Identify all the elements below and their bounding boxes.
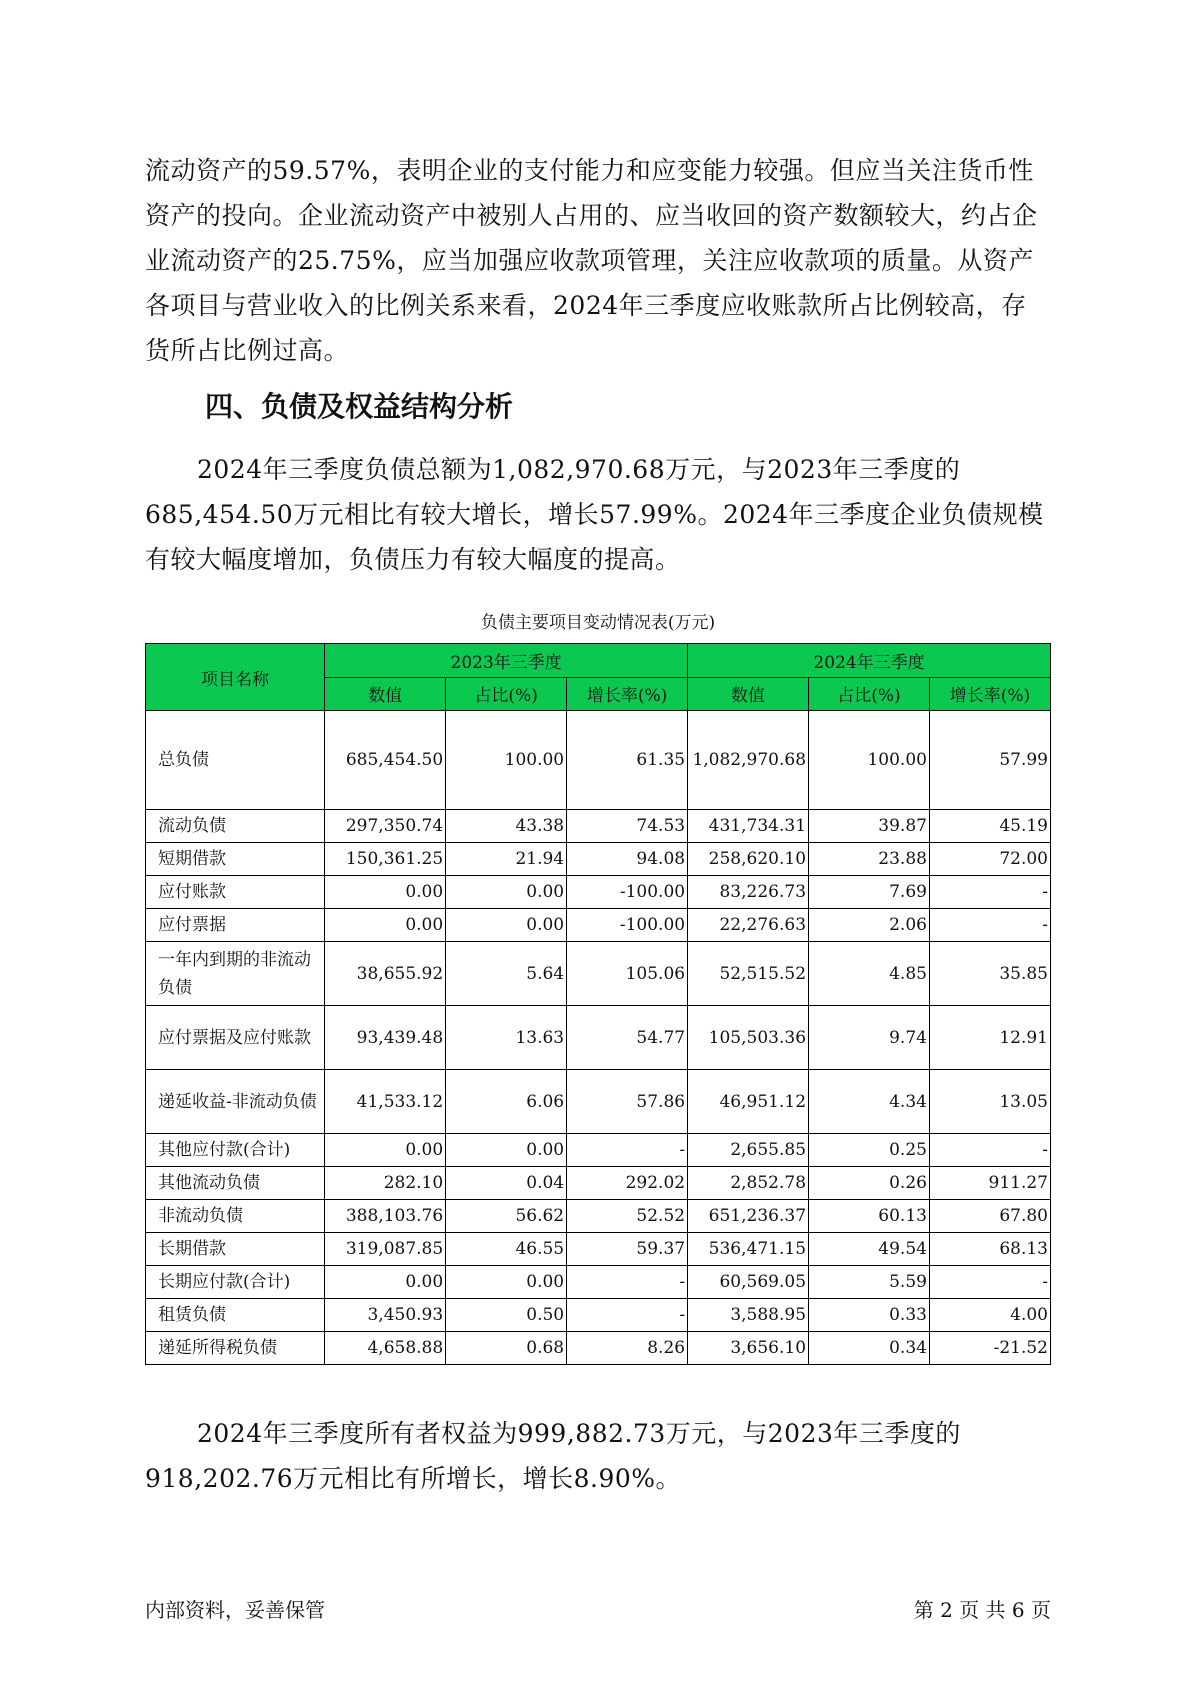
- cell-value: 93,439.48: [325, 1006, 446, 1070]
- cell-value: -100.00: [567, 876, 688, 909]
- header-item-name: 项目名称: [146, 644, 325, 711]
- table-row: [146, 1070, 1051, 1134]
- row-label: 一年内到期的非流动负债: [146, 942, 325, 1006]
- cell-value: 54.77: [567, 1006, 688, 1070]
- cell-value: 1,082,970.68: [688, 711, 809, 810]
- table-row: [146, 1332, 1051, 1365]
- cell-value: 0.00: [325, 1134, 446, 1167]
- row-label: 应付票据及应付账款: [146, 1006, 325, 1070]
- cell-value: 21.94: [446, 843, 567, 876]
- cell-value: 23.88: [809, 843, 930, 876]
- table-row: [146, 876, 1051, 909]
- footer-confidential-note: 内部资料，妥善保管: [145, 1598, 325, 1622]
- cell-value: 3,588.95: [688, 1299, 809, 1332]
- cell-value: 12.91: [929, 1006, 1050, 1070]
- cell-value: 0.34: [809, 1332, 930, 1365]
- table-row: [146, 843, 1051, 876]
- cell-value: 45.19: [929, 810, 1050, 843]
- cell-value: 52.52: [567, 1200, 688, 1233]
- row-label: 非流动负债: [146, 1200, 325, 1233]
- row-label: 总负债: [146, 711, 325, 810]
- cell-value: 46,951.12: [688, 1070, 809, 1134]
- cell-value: 6.06: [446, 1070, 567, 1134]
- cell-value: 0.26: [809, 1167, 930, 1200]
- cell-value: -: [567, 1266, 688, 1299]
- cell-value: -100.00: [567, 909, 688, 942]
- cell-value: 94.08: [567, 843, 688, 876]
- table-row: [146, 942, 1051, 1006]
- cell-value: -: [929, 1266, 1050, 1299]
- cell-value: 59.37: [567, 1233, 688, 1266]
- cell-value: 41,533.12: [325, 1070, 446, 1134]
- cell-value: 0.00: [446, 909, 567, 942]
- cell-value: -: [929, 876, 1050, 909]
- cell-value: 258,620.10: [688, 843, 809, 876]
- cell-value: 105.06: [567, 942, 688, 1006]
- table-row: [146, 711, 1051, 810]
- cell-value: 67.80: [929, 1200, 1050, 1233]
- row-label: 递延收益-非流动负债: [146, 1070, 325, 1134]
- table-row: [146, 1134, 1051, 1167]
- cell-value: 8.26: [567, 1332, 688, 1365]
- cell-value: 72.00: [929, 843, 1050, 876]
- footer-page-number: 第 2 页 共 6 页: [913, 1598, 1051, 1622]
- cell-value: 911.27: [929, 1167, 1050, 1200]
- cell-value: 0.00: [446, 1266, 567, 1299]
- cell-value: -: [567, 1299, 688, 1332]
- analysis-paragraph-equity: 2024年三季度所有者权益为999,882.73万元，与2023年三季度的918,202.76万元相比有所增长，增长8.90%。: [145, 1419, 961, 1493]
- cell-value: 35.85: [929, 942, 1050, 1006]
- row-label: 租赁负债: [146, 1299, 325, 1332]
- cell-value: 57.99: [929, 711, 1050, 810]
- cell-value: 536,471.15: [688, 1233, 809, 1266]
- header-growth-2024: 增长率(%): [929, 677, 1050, 711]
- cell-value: 0.04: [446, 1167, 567, 1200]
- cell-value: 5.64: [446, 942, 567, 1006]
- cell-value: 52,515.52: [688, 942, 809, 1006]
- cell-value: 56.62: [446, 1200, 567, 1233]
- cell-value: 22,276.63: [688, 909, 809, 942]
- header-share-2023: 占比(%): [446, 677, 567, 711]
- row-label: 流动负债: [146, 810, 325, 843]
- table-row: [146, 1299, 1051, 1332]
- cell-value: 0.00: [446, 1134, 567, 1167]
- row-label: 其他流动负债: [146, 1167, 325, 1200]
- cell-value: 74.53: [567, 810, 688, 843]
- cell-value: 13.63: [446, 1006, 567, 1070]
- cell-value: 100.00: [446, 711, 567, 810]
- cell-value: 282.10: [325, 1167, 446, 1200]
- row-label: 短期借款: [146, 843, 325, 876]
- cell-value: 0.00: [325, 909, 446, 942]
- cell-value: 297,350.74: [325, 810, 446, 843]
- section-heading: 四、负债及权益结构分析: [205, 390, 514, 423]
- cell-value: 292.02: [567, 1167, 688, 1200]
- cell-value: 4.85: [809, 942, 930, 1006]
- table-row: [146, 1266, 1051, 1299]
- cell-value: -21.52: [929, 1332, 1050, 1365]
- header-value-2023: 数值: [325, 677, 446, 711]
- table-row: [146, 909, 1051, 942]
- cell-value: 39.87: [809, 810, 930, 843]
- header-value-2024: 数值: [688, 677, 809, 711]
- cell-value: 388,103.76: [325, 1200, 446, 1233]
- cell-value: 0.00: [325, 876, 446, 909]
- cell-value: 2,852.78: [688, 1167, 809, 1200]
- cell-value: 431,734.31: [688, 810, 809, 843]
- cell-value: 0.50: [446, 1299, 567, 1332]
- cell-value: 3,656.10: [688, 1332, 809, 1365]
- row-label: 应付票据: [146, 909, 325, 942]
- cell-value: 4.00: [929, 1299, 1050, 1332]
- cell-value: 2,655.85: [688, 1134, 809, 1167]
- cell-value: 100.00: [809, 711, 930, 810]
- table-caption: 负债主要项目变动情况表(万元): [480, 613, 716, 633]
- cell-value: 57.86: [567, 1070, 688, 1134]
- cell-value: 0.68: [446, 1332, 567, 1365]
- cell-value: 9.74: [809, 1006, 930, 1070]
- cell-value: 60.13: [809, 1200, 930, 1233]
- row-label: 应付账款: [146, 876, 325, 909]
- cell-value: 0.00: [325, 1266, 446, 1299]
- cell-value: 83,226.73: [688, 876, 809, 909]
- liabilities-table: [145, 643, 1051, 1365]
- cell-value: 60,569.05: [688, 1266, 809, 1299]
- cell-value: -: [929, 909, 1050, 942]
- cell-value: 4.34: [809, 1070, 930, 1134]
- table-row: [146, 1006, 1051, 1070]
- table-row: [146, 1233, 1051, 1266]
- row-label: 长期应付款(合计): [146, 1266, 325, 1299]
- header-share-2024: 占比(%): [809, 677, 930, 711]
- row-label: 长期借款: [146, 1233, 325, 1266]
- cell-value: 4,658.88: [325, 1332, 446, 1365]
- cell-value: 68.13: [929, 1233, 1050, 1266]
- cell-value: -: [567, 1134, 688, 1167]
- header-growth-2023: 增长率(%): [567, 677, 688, 711]
- header-period-2024: 2024年三季度: [688, 644, 1051, 678]
- table-row: [146, 810, 1051, 843]
- cell-value: 3,450.93: [325, 1299, 446, 1332]
- cell-value: 38,655.92: [325, 942, 446, 1006]
- analysis-paragraph-liabilities: 2024年三季度负债总额为1,082,970.68万元，与2023年三季度的685,454.50万元相比有较大增长，增长57.99%。2024年三季度企业负债规模有较大幅度增加，负债压力有较大幅度的提高。: [145, 455, 1044, 574]
- analysis-paragraph-assets: 流动资产的59.57%，表明企业的支付能力和应变能力较强。但应当关注货币性资产的投向。企业流动资产中被别人占用的、应当收回的资产数额较大，约占企业流动资产的25.75%，应当加强应收款项管理，关注应收款项的质量。从资产各项目与营业收入的比例关系来看，2024年三季度应收账款所占比例较高，存货所占比例过高。: [145, 156, 1038, 365]
- cell-value: 5.59: [809, 1266, 930, 1299]
- cell-value: -: [929, 1134, 1050, 1167]
- cell-value: 105,503.36: [688, 1006, 809, 1070]
- cell-value: 319,087.85: [325, 1233, 446, 1266]
- cell-value: 13.05: [929, 1070, 1050, 1134]
- cell-value: 2.06: [809, 909, 930, 942]
- row-label: 递延所得税负债: [146, 1332, 325, 1365]
- cell-value: 0.33: [809, 1299, 930, 1332]
- table-row: [146, 1200, 1051, 1233]
- cell-value: 49.54: [809, 1233, 930, 1266]
- cell-value: 685,454.50: [325, 711, 446, 810]
- cell-value: 7.69: [809, 876, 930, 909]
- cell-value: 651,236.37: [688, 1200, 809, 1233]
- cell-value: 150,361.25: [325, 843, 446, 876]
- header-period-2023: 2023年三季度: [325, 644, 688, 678]
- row-label: 其他应付款(合计): [146, 1134, 325, 1167]
- cell-value: 46.55: [446, 1233, 567, 1266]
- cell-value: 0.25: [809, 1134, 930, 1167]
- table-row: [146, 1167, 1051, 1200]
- cell-value: 0.00: [446, 876, 567, 909]
- cell-value: 61.35: [567, 711, 688, 810]
- cell-value: 43.38: [446, 810, 567, 843]
